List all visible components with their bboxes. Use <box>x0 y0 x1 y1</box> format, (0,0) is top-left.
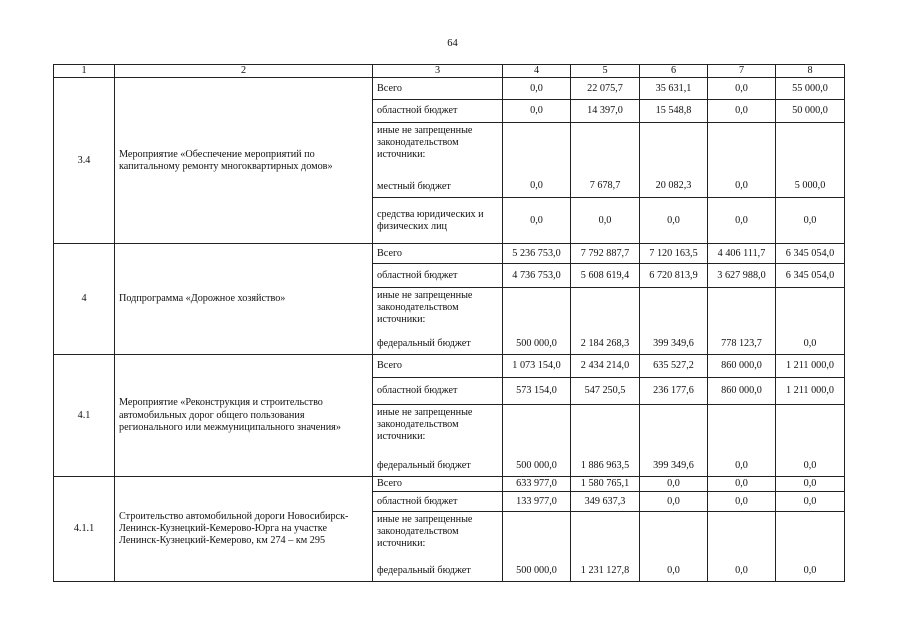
column-header: 8 <box>776 65 845 78</box>
item-code: 3.4 <box>54 78 115 244</box>
value-cell: 236 177,6 <box>640 378 708 405</box>
value-cell: 1 073 154,0 <box>503 355 571 378</box>
value-cell: 1 211 000,0 <box>776 378 845 405</box>
value-cell: 4 406 111,7 <box>708 244 776 264</box>
source-sub: федеральный бюджет <box>377 565 471 576</box>
column-header: 2 <box>115 65 373 78</box>
source-sub: федеральный бюджет <box>377 338 471 349</box>
table-row <box>54 78 845 100</box>
value-cell: 500 000,0 <box>503 288 571 355</box>
value-cell: 6 720 813,9 <box>640 264 708 288</box>
value-cell: 0,0 <box>708 78 776 100</box>
item-name: Строительство автомобильной дороги Новосибирск-Ленинск-Кузнецкий-Кемерово-Юрга на участке Ленинск-Кузнецкий-Кемерово, км 274 – км 295 <box>115 477 373 582</box>
value-cell: 0,0 <box>640 477 708 492</box>
value-cell: 635 527,2 <box>640 355 708 378</box>
value-cell: 5 608 619,4 <box>571 264 640 288</box>
value-cell: 399 349,6 <box>640 405 708 477</box>
value-cell: 0,0 <box>503 100 571 123</box>
value-cell: 0,0 <box>640 512 708 582</box>
value-cell: 1 886 963,5 <box>571 405 640 477</box>
value-cell: 0,0 <box>776 198 845 244</box>
item-code: 4.1.1 <box>54 477 115 582</box>
value-cell: 1 580 765,1 <box>571 477 640 492</box>
item-code: 4 <box>54 244 115 355</box>
column-header: 5 <box>571 65 640 78</box>
source-cell <box>373 288 503 355</box>
source-sub: местный бюджет <box>377 181 451 192</box>
value-cell: 0,0 <box>708 477 776 492</box>
value-cell: 0,0 <box>640 492 708 512</box>
value-cell: 0,0 <box>503 78 571 100</box>
source-cell <box>373 123 503 198</box>
table-row <box>54 477 845 492</box>
column-header: 3 <box>373 65 503 78</box>
value-cell: 15 548,8 <box>640 100 708 123</box>
value-cell: 0,0 <box>708 100 776 123</box>
source-note: иные не запрещенные законодательством источники: <box>377 514 473 550</box>
value-cell: 0,0 <box>640 198 708 244</box>
column-header: 6 <box>640 65 708 78</box>
value-cell: 349 637,3 <box>571 492 640 512</box>
value-cell: 633 977,0 <box>503 477 571 492</box>
header-row <box>54 65 845 78</box>
budget-table <box>53 64 845 582</box>
value-cell: 573 154,0 <box>503 378 571 405</box>
page-number: 64 <box>447 38 458 49</box>
value-cell: 6 345 054,0 <box>776 244 845 264</box>
table-row <box>54 244 845 264</box>
column-header: 1 <box>54 65 115 78</box>
value-cell: 7 120 163,5 <box>640 244 708 264</box>
value-cell: 399 349,6 <box>640 288 708 355</box>
value-cell: 0,0 <box>708 405 776 477</box>
item-code: 4.1 <box>54 355 115 477</box>
source-cell: областной бюджет <box>373 378 503 405</box>
source-cell <box>373 405 503 477</box>
source-cell: Всего <box>373 78 503 100</box>
value-cell: 50 000,0 <box>776 100 845 123</box>
value-cell: 4 736 753,0 <box>503 264 571 288</box>
column-header: 7 <box>708 65 776 78</box>
column-header: 4 <box>503 65 571 78</box>
value-cell: 0,0 <box>708 123 776 198</box>
value-cell: 7 792 887,7 <box>571 244 640 264</box>
value-cell: 0,0 <box>776 512 845 582</box>
value-cell: 0,0 <box>776 492 845 512</box>
source-cell <box>373 512 503 582</box>
value-cell: 1 211 000,0 <box>776 355 845 378</box>
value-cell: 6 345 054,0 <box>776 264 845 288</box>
value-cell: 0,0 <box>503 123 571 198</box>
source-sub: федеральный бюджет <box>377 460 471 471</box>
value-cell: 778 123,7 <box>708 288 776 355</box>
value-cell: 500 000,0 <box>503 512 571 582</box>
value-cell: 0,0 <box>776 405 845 477</box>
source-cell: областной бюджет <box>373 492 503 512</box>
value-cell: 547 250,5 <box>571 378 640 405</box>
value-cell: 22 075,7 <box>571 78 640 100</box>
value-cell: 0,0 <box>708 492 776 512</box>
value-cell: 20 082,3 <box>640 123 708 198</box>
item-name: Подпрограмма «Дорожное хозяйство» <box>115 244 373 355</box>
value-cell: 860 000,0 <box>708 378 776 405</box>
source-cell: Всего <box>373 477 503 492</box>
source-note: иные не запрещенные законодательством источники: <box>377 290 473 326</box>
source-cell: средства юридических и физических лиц <box>373 198 503 244</box>
value-cell: 500 000,0 <box>503 405 571 477</box>
source-note: иные не запрещенные законодательством источники: <box>377 125 473 161</box>
value-cell: 5 000,0 <box>776 123 845 198</box>
value-cell: 0,0 <box>571 198 640 244</box>
value-cell: 1 231 127,8 <box>571 512 640 582</box>
item-name: Мероприятие «Обеспечение мероприятий по капитальному ремонту многоквартирных домов» <box>115 78 373 244</box>
source-cell: областной бюджет <box>373 264 503 288</box>
value-cell: 0,0 <box>503 198 571 244</box>
value-cell: 55 000,0 <box>776 78 845 100</box>
value-cell: 0,0 <box>776 288 845 355</box>
table-row <box>54 355 845 378</box>
value-cell: 7 678,7 <box>571 123 640 198</box>
value-cell: 860 000,0 <box>708 355 776 378</box>
source-cell: Всего <box>373 244 503 264</box>
value-cell: 0,0 <box>708 512 776 582</box>
value-cell: 2 434 214,0 <box>571 355 640 378</box>
value-cell: 2 184 268,3 <box>571 288 640 355</box>
source-cell: областной бюджет <box>373 100 503 123</box>
value-cell: 3 627 988,0 <box>708 264 776 288</box>
item-name: Мероприятие «Реконструкция и строительство автомобильных дорог общего пользования регионального или межмуниципального значения» <box>115 355 373 477</box>
value-cell: 35 631,1 <box>640 78 708 100</box>
value-cell: 0,0 <box>776 477 845 492</box>
value-cell: 0,0 <box>708 198 776 244</box>
value-cell: 5 236 753,0 <box>503 244 571 264</box>
value-cell: 14 397,0 <box>571 100 640 123</box>
source-cell: Всего <box>373 355 503 378</box>
value-cell: 133 977,0 <box>503 492 571 512</box>
source-note: иные не запрещенные законодательством источники: <box>377 407 473 443</box>
